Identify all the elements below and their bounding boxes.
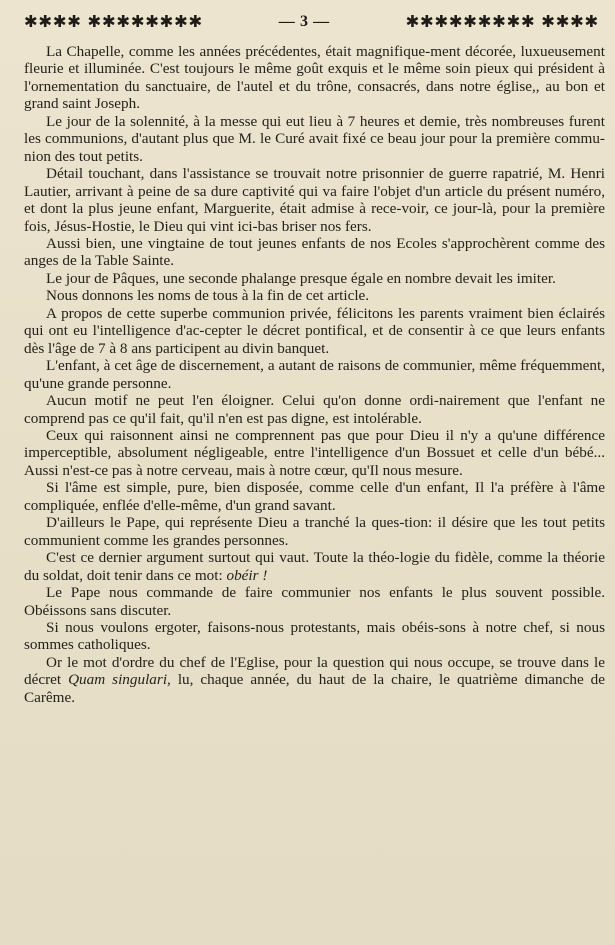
article-body: [24, 43, 605, 706]
obeir-emphasis: obéir !: [226, 566, 268, 584]
argument-text: C'est ce dernier argument surtout qui vaut. Toute la théo-logie du fidèle, comme la théorie du soldat, doit tenir dans ce mot:: [24, 549, 605, 584]
paragraph-no-motive: Aucun motif ne peut l'en éloigner. Celui qu'on donne ordi-nairement que l'enfant ne comprend pas ce qu'il fait, qu'il n'en est pas digne, est intolérable.: [24, 392, 605, 427]
paragraph-children: Aussi bien, une vingtaine de tout jeunes enfants de nos Ecoles s'approchèrent comme des anges de la Table Sainte.: [24, 234, 605, 270]
paragraph-names: Nous donnons les noms de tous à la fin de cet article.: [46, 287, 370, 305]
watchword-text-end: , lu, chaque année, du haut de la chaire, le quatrième dimanche de Carême.: [24, 671, 605, 706]
paragraph-chapel: La Chapelle, comme les années précédentes, était magnifique-ment décorée, luxueusement fleurie et illuminée. C'est toujours le même goût exquis et le même soin pieux qui président à l'ornementation du sanctuaire, de l'autel et du trône, consacrés, dans notre église,, au bon et grand saint Joseph.: [24, 43, 605, 113]
paragraph-watchword: [24, 654, 605, 706]
paragraph-discernment: L'enfant, à cet âge de discernement, a autant de raisons de communier, même fréquemment, qu'une grande personne.: [24, 357, 605, 392]
page-header: [24, 11, 599, 33]
paragraph-command: Le Pape nous commande de faire communier nos enfants le plus souvent possible. Obéissons sans discuter.: [24, 584, 605, 619]
paragraph-pope: D'ailleurs le Pape, qui représente Dieu a tranché la ques-tion: il désire que les tout petits communient comme les grandes personnes.: [24, 514, 605, 549]
paragraph-solemnity: Le jour de la solennité, à la messe qui eut lieu à 7 heures et demie, très nombreuses furent les communions, d'autant plus que M. le Curé avait fixé ce beau jour pour la première commu-nion des tout petits.: [24, 112, 605, 165]
paragraph-decree: A propos de cette superbe communion privée, félicitons les parents vraiment bien éclairés qui ont eu l'intelligence d'ac-cepter le décret pontifical, et de consentir à ce que leurs enfants dès l'âge de 7 à 8 ans participent au divin banquet.: [24, 304, 605, 357]
watchword-text: Or le mot d'ordre du chef de l'Eglise, pour la question qui nous occupe, se trouve dans le décret: [24, 653, 605, 689]
paragraph-prisoner: Détail touchant, dans l'assistance se trouvait notre prisonnier de guerre rapatrié, M. Henri Lautier, arrivant à peine de sa dure captivité qui va faire l'objet d'un article du présent numéro, et dont la plus jeune enfant, Marguerite, était admise à rece-voir, ce jour-là, pour la première fois, Jésus-Hostie, le Dieu qui vint ici-bas briser nos fers.: [24, 165, 605, 235]
paragraph-argument: [24, 549, 605, 584]
paragraph-reasoning: Ceux qui raisonnent ainsi ne comprennent pas que pour Dieu il n'y a qu'une différence imperceptible, absolument négligeable, entre l'intelligence d'un Bossuet et celle d'un bébé... Aussi n'est-ce pas à notre cerveau, mais à notre cœur, qu'Il nous mesure.: [24, 426, 605, 479]
paragraph-simple-soul: Si l'âme est simple, pure, bien disposée, comme celle d'un enfant, Il l'a préfère à l'âme compliquée, enflée d'elle-même, d'un grand savant.: [24, 479, 605, 514]
paragraph-argue: Si nous voulons ergoter, faisons-nous protestants, mais obéis-sons à notre chef, si nous sommes catholiques.: [24, 618, 605, 654]
header-ornament-left: ✱✱✱✱ ✱✱✱✱✱✱✱✱: [24, 12, 203, 31]
paragraph-easter: Le jour de Pâques, une seconde phalange presque égale en nombre devait les imiter.: [46, 269, 556, 287]
page-number: — 3 —: [278, 13, 330, 30]
decree-name: Quam singulari: [68, 671, 168, 689]
header-ornament-right: ✱✱✱✱✱✱✱✱✱ ✱✱✱✱: [405, 12, 599, 31]
